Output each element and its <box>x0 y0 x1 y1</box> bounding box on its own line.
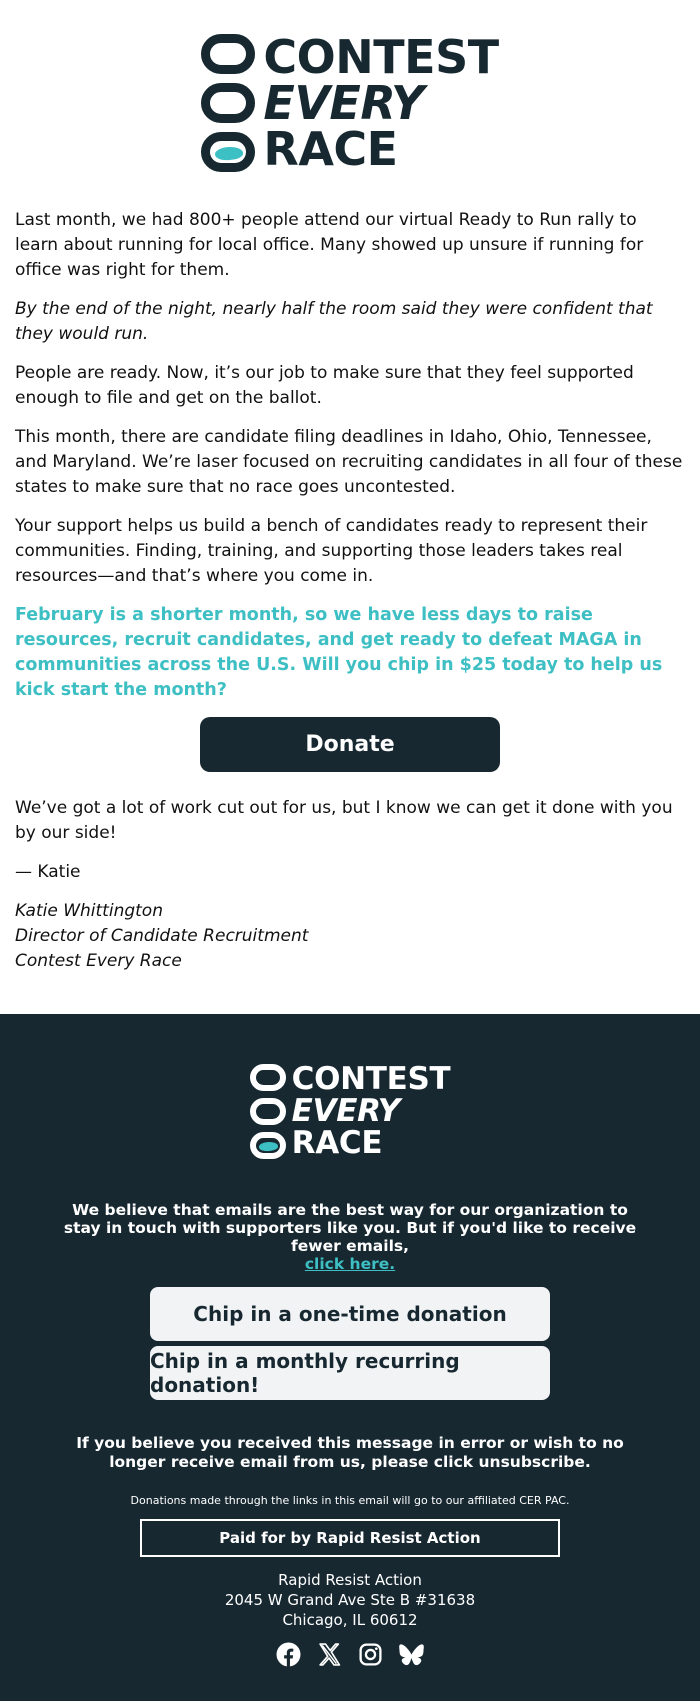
logo-rings <box>250 1064 286 1159</box>
logo-ring-icon <box>201 34 255 74</box>
signoff: — Katie <box>15 862 81 882</box>
logo-ring-filled-icon <box>250 1132 286 1159</box>
signature-name: Katie Whittington <box>15 901 163 921</box>
signature-org: Contest Every Race <box>15 951 182 971</box>
unsubscribe-text[interactable]: If you believe you received this message in error or wish to no longer receive email from us, please click unsubscribe. <box>76 1434 624 1471</box>
mailing-address <box>0 1570 700 1630</box>
footer-logo <box>0 1061 700 1161</box>
facebook-icon[interactable] <box>276 1642 301 1667</box>
bluesky-icon[interactable] <box>399 1642 424 1667</box>
instagram-icon[interactable] <box>358 1642 383 1667</box>
logo-wordmark <box>263 30 499 176</box>
header-logo <box>0 30 700 176</box>
fewer-emails-link[interactable]: click here. <box>304 1255 396 1273</box>
body-paragraph: Last month, we had 800+ people attend our virtual Ready to Run rally to learn about running for local office. Many showed up unsure if running for office was right for them. <box>15 210 644 280</box>
email-preference-text <box>60 1201 640 1273</box>
x-icon[interactable] <box>317 1642 342 1667</box>
affiliate-note: Donations made through the links in this email will go to our affiliated CER PAC. <box>130 1494 570 1507</box>
paid-for-disclaimer: Paid for by Rapid Resist Action <box>140 1519 560 1557</box>
logo-word: CONTEST <box>263 30 499 84</box>
logo-word: RACE <box>291 1125 383 1161</box>
logo-word: CONTEST <box>291 1061 451 1097</box>
body-paragraph: By the end of the night, nearly half the room said they were confident that they would run. <box>15 299 653 344</box>
closing-paragraph: We’ve got a lot of work cut out for us, but I know we can get it done with you by our side! <box>15 798 673 843</box>
logo-ring-filled-icon <box>201 132 255 172</box>
cta-paragraph[interactable]: February is a shorter month, so we have less days to raise resources, recruit candidates, and get ready to defeat MAGA in communities across the U.S. Will you chip in $25 today to help us kick start the month? <box>15 605 663 700</box>
logo-ring-icon <box>250 1064 286 1091</box>
donate-button[interactable]: Donate <box>200 717 500 772</box>
logo-word: EVERY <box>263 76 424 130</box>
address-city: Chicago, IL 60612 <box>282 1611 418 1629</box>
one-time-donation-button[interactable]: Chip in a one-time donation <box>150 1287 550 1341</box>
address-org: Rapid Resist Action <box>278 1571 422 1589</box>
logo-ring-icon <box>250 1098 286 1125</box>
logo-word: RACE <box>263 122 398 176</box>
body-paragraph: Your support helps us build a bench of candidates ready to represent their communities. Finding, training, and supporting those leaders takes real resources—and that’s where you come in. <box>15 516 648 586</box>
logo-ring-icon <box>201 83 255 123</box>
social-links <box>0 1642 700 1667</box>
logo-rings <box>201 34 255 172</box>
email-footer <box>0 1014 700 1701</box>
preference-message: We believe that emails are the best way for our organization to stay in touch with supporters like you. But if you'd like to receive fewer emails, <box>63 1201 637 1255</box>
monthly-donation-button[interactable]: Chip in a monthly recurring donation! <box>150 1346 550 1400</box>
logo-wordmark <box>291 1061 451 1161</box>
letter-content <box>0 172 700 974</box>
body-paragraph: This month, there are candidate filing deadlines in Idaho, Ohio, Tennessee, and Maryland. We’re laser focused on recruiting candidates in all four of these states to make sure that no race goes uncontested. <box>15 427 683 497</box>
signature-block <box>15 899 685 974</box>
signature-title: Director of Candidate Recruitment <box>15 926 309 946</box>
logo-word: EVERY <box>291 1093 400 1129</box>
body-paragraph: People are ready. Now, it’s our job to make sure that they feel supported enough to file and get on the ballot. <box>15 363 634 408</box>
address-street: 2045 W Grand Ave Ste B #31638 <box>224 1591 476 1609</box>
